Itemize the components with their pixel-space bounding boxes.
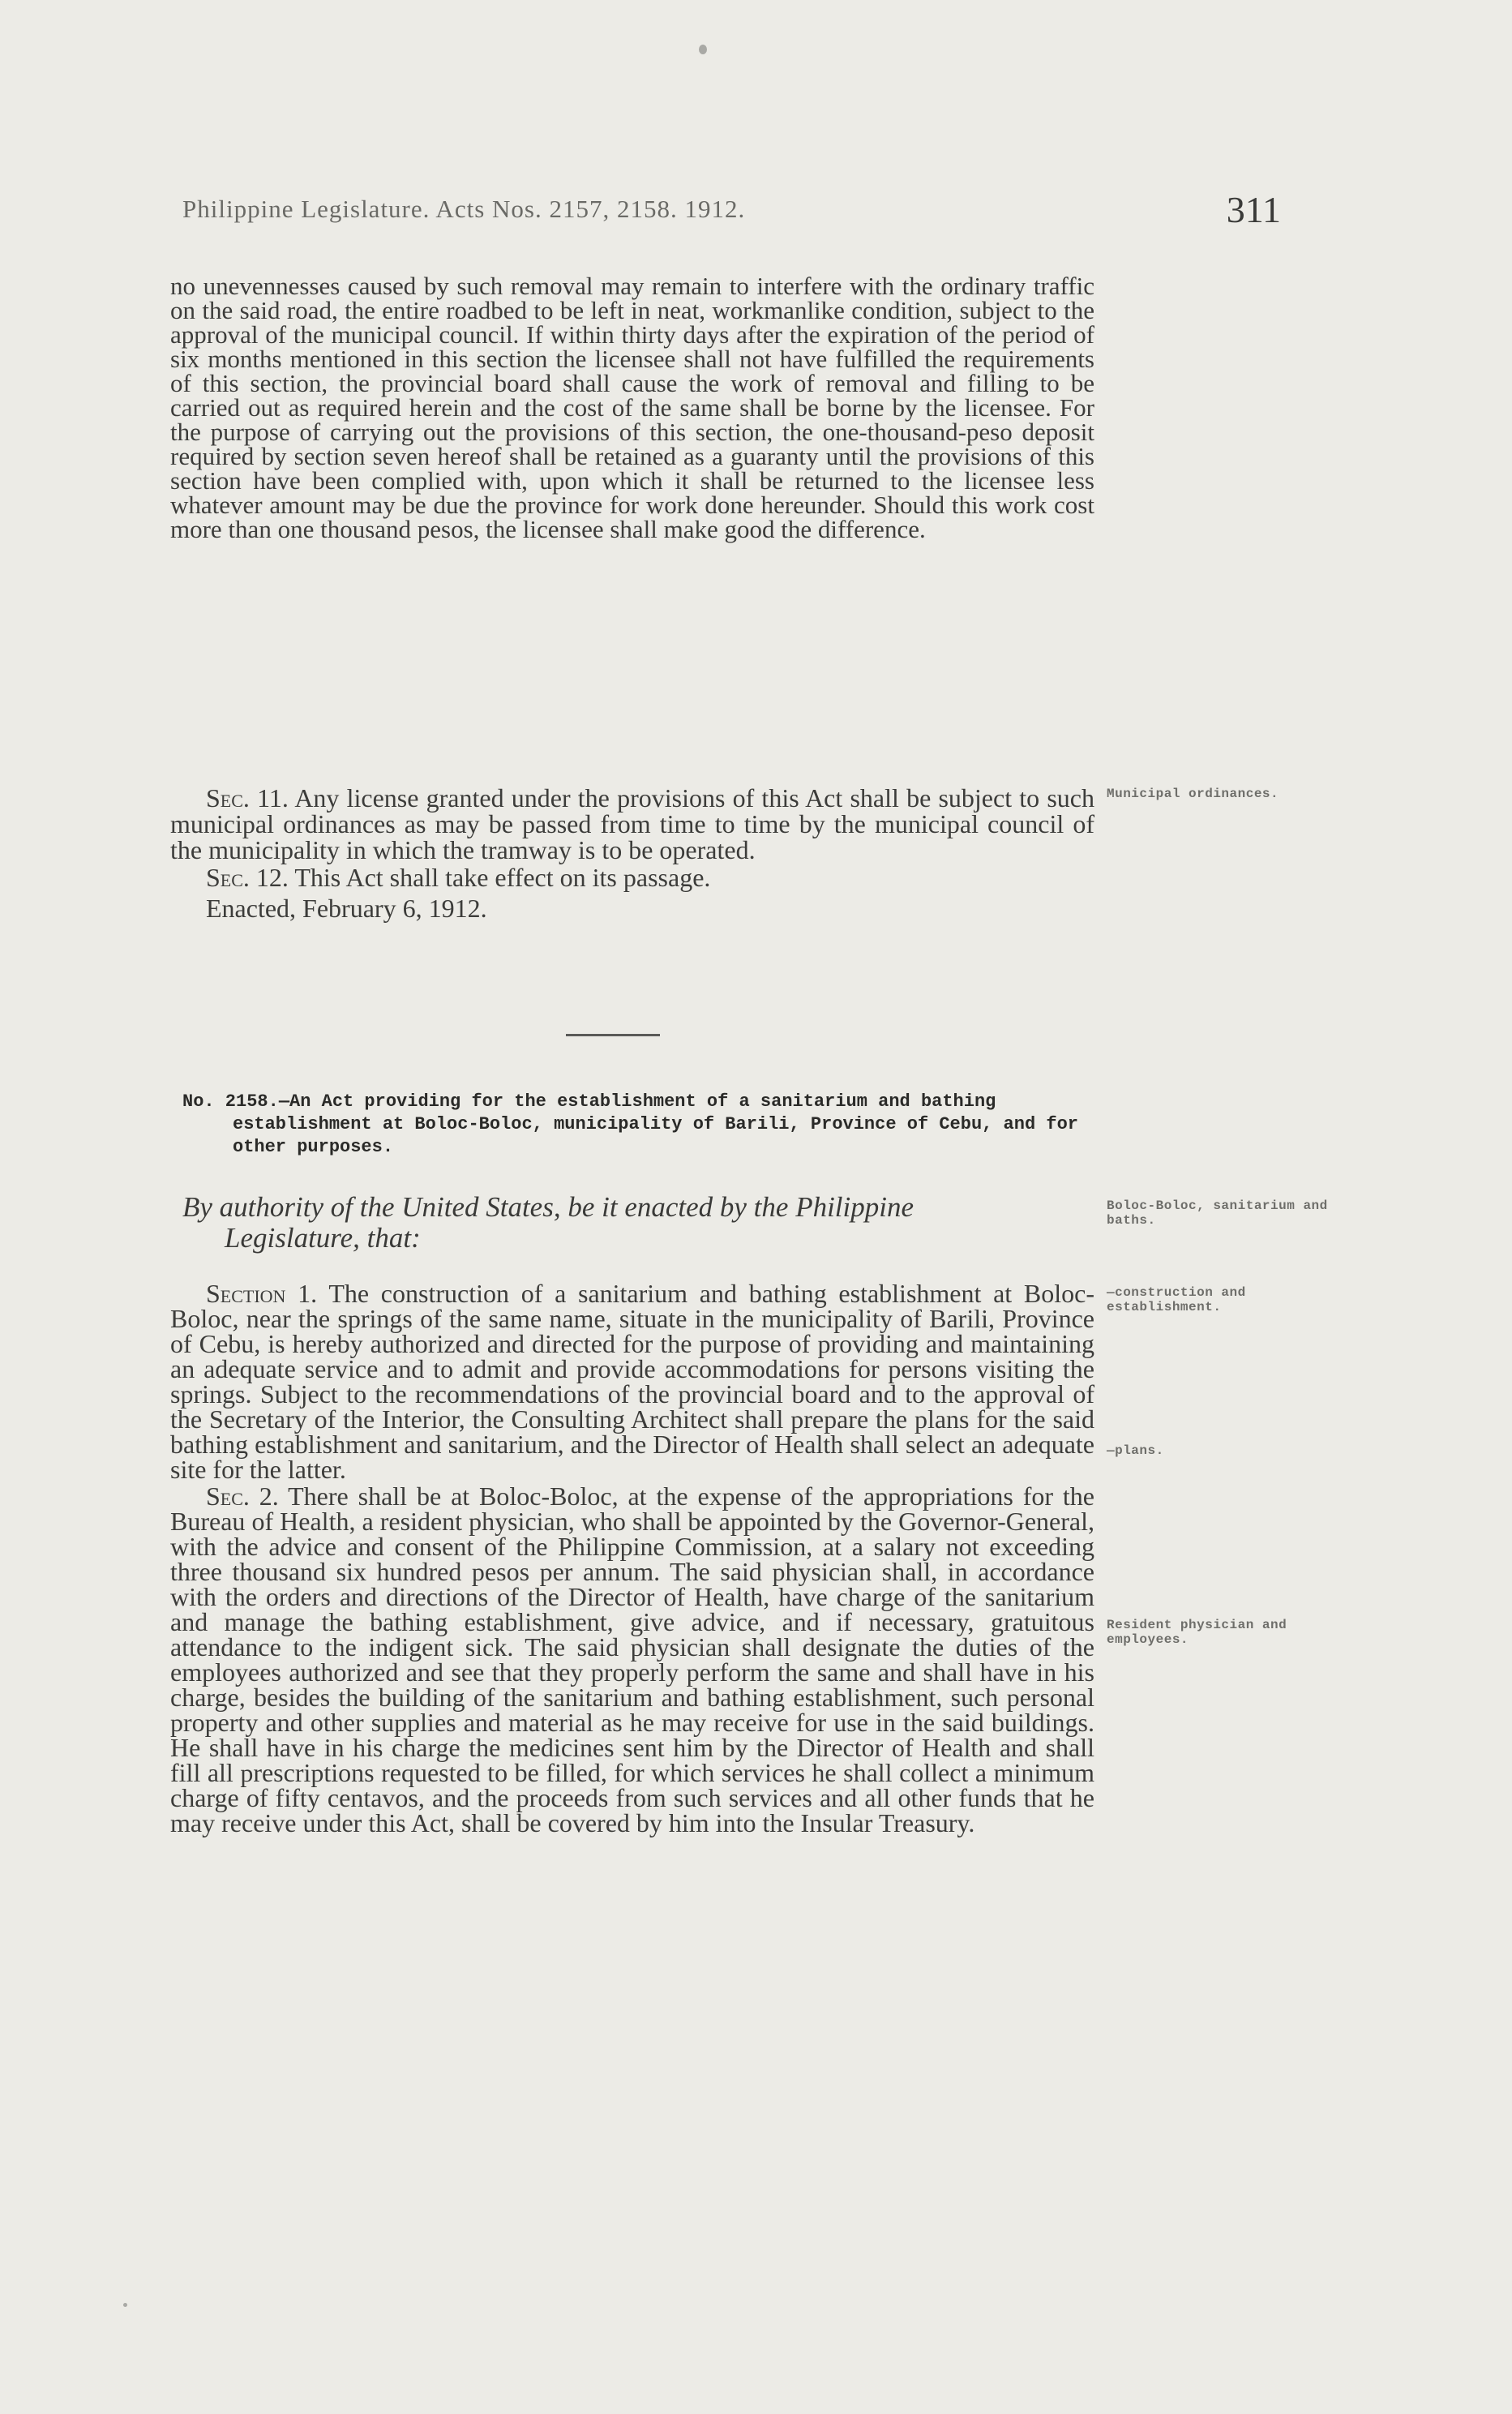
margin-note-boloc-boloc: Boloc-Boloc, sanitarium and baths. (1107, 1198, 1328, 1228)
section-text: The construction of a sanitarium and bathing establishment at Boloc-Boloc, near the springs of the same name, situate in the municipality of Barili, Province of Cebu, is hereby authorized and directed for the purpose of providing and maintaining an adequate service and to admit and provide accommodations for persons visiting the springs. Subject to the recommendations of the provincial board and to the approval of the Secretary of the Interior, the Consulting Architect shall prepare the plans for the said bathing establishment and sanitarium, and the Director of Health shall select an adequate site for the latter. (170, 1279, 1094, 1484)
section-label: Sec. 2. (206, 1481, 279, 1511)
section-text: Any license granted under the provisions of this Act shall be subject to such municipal ordinances as may be passed from time to time by the municipal council of the municipality in which the tramway is to be operated. (170, 783, 1094, 864)
section-text: There shall be at Boloc-Boloc, at the expense of the appropriations for the Bureau of Health, a resident physician, who shall be appointed by the Governor-General, with the advice and consent of the Philippine Commission, at a salary not exceeding three thousand six hundred pesos per annum. The said physician shall, in accordance with the orders and directions of the Director of Health, have charge of the sanitarium and manage the bathing establishment, give advice, and if necessary, gratuitous attendance to the indigent sick. The said physician shall designate the duties of the employees authorized and see that they properly perform the same and shall have in his charge, besides the building of the sanitarium and bathing establishment, such personal property and other supplies and material as he may receive for use in the said buildings. He shall have in his charge the medicines sent him by the Director of Health and shall fill all prescriptions requested to be filled, for which services he shall collect a minimum charge of fifty centavos, and the proceeds from such services and all other funds that he may receive under this Act, shall be covered by him into the Insular Treasury. (170, 1481, 1094, 1837)
section-label: Section 1. (206, 1279, 318, 1308)
margin-note-municipal-ordinances: Municipal ordinances. (1107, 787, 1279, 801)
running-head: Philippine Legislature. Acts Nos. 2157, 2158. 1912. (182, 195, 746, 223)
body-sections-11-12 (170, 785, 1094, 921)
paper-speck (699, 45, 707, 54)
section-label: Sec. 11. (206, 783, 289, 813)
enacting-clause-line-1: By authority of the United States, be it enacted by the Philippine (182, 1191, 914, 1223)
margin-note-construction: —construction and establishment. (1107, 1285, 1246, 1314)
act-title-text: No. 2158.—An Act providing for the establishment of a sanitarium and bathing establishment at Boloc-Boloc, municipality of Barili, Province of Cebu, and for other purposes. (182, 1091, 1078, 1157)
act-title (182, 1091, 1094, 1159)
enacting-clause (182, 1192, 1099, 1254)
section-text: This Act shall take effect on its passage. (288, 863, 711, 892)
margin-note-plans: —plans. (1107, 1443, 1164, 1458)
page-header (182, 189, 1281, 235)
body-paragraph-continuation (170, 274, 1094, 542)
paragraph-section-10-end: no unevennesses caused by such removal may remain to interfere with the ordinary traffic on the said road, the entire roadbed to be left in neat, workmanlike condition, subject to the approval of the municipal council. If within thirty days after the expiration of the period of six months mentioned in this section the licensee shall not have fulfilled the requirements of this section, the provincial board shall cause the work of removal and filling to be carried out as required herein and the cost of the same shall be borne by the licensee. For the purpose of carrying out the provisions of this section, the one-thousand-peso deposit required by section seven hereof shall be retained as a guaranty until the provisions of this section have been complied with, upon which it shall be returned to the licensee less whatever amount may be due the province for work done hereunder. Should this work cost more than one thousand pesos, the licensee shall make good the difference. (170, 272, 1094, 543)
margin-note-resident-physician: Resident physician and employees. (1107, 1618, 1287, 1647)
page-number: 311 (1226, 189, 1281, 230)
section-label: Sec. 12. (206, 863, 289, 892)
section-divider (566, 1034, 660, 1036)
paper-speck (123, 2303, 127, 2307)
enacted-date: Enacted, February 6, 1912. (206, 894, 487, 923)
paragraph-section-2 (170, 1481, 1094, 1837)
body-sections-1-2 (170, 1281, 1094, 1836)
enacting-clause-line-2: Legislature, that: (225, 1222, 421, 1254)
paragraph-section-11 (170, 785, 1094, 863)
paragraph-section-12 (170, 864, 1094, 890)
paragraph-section-1 (170, 1281, 1094, 1482)
